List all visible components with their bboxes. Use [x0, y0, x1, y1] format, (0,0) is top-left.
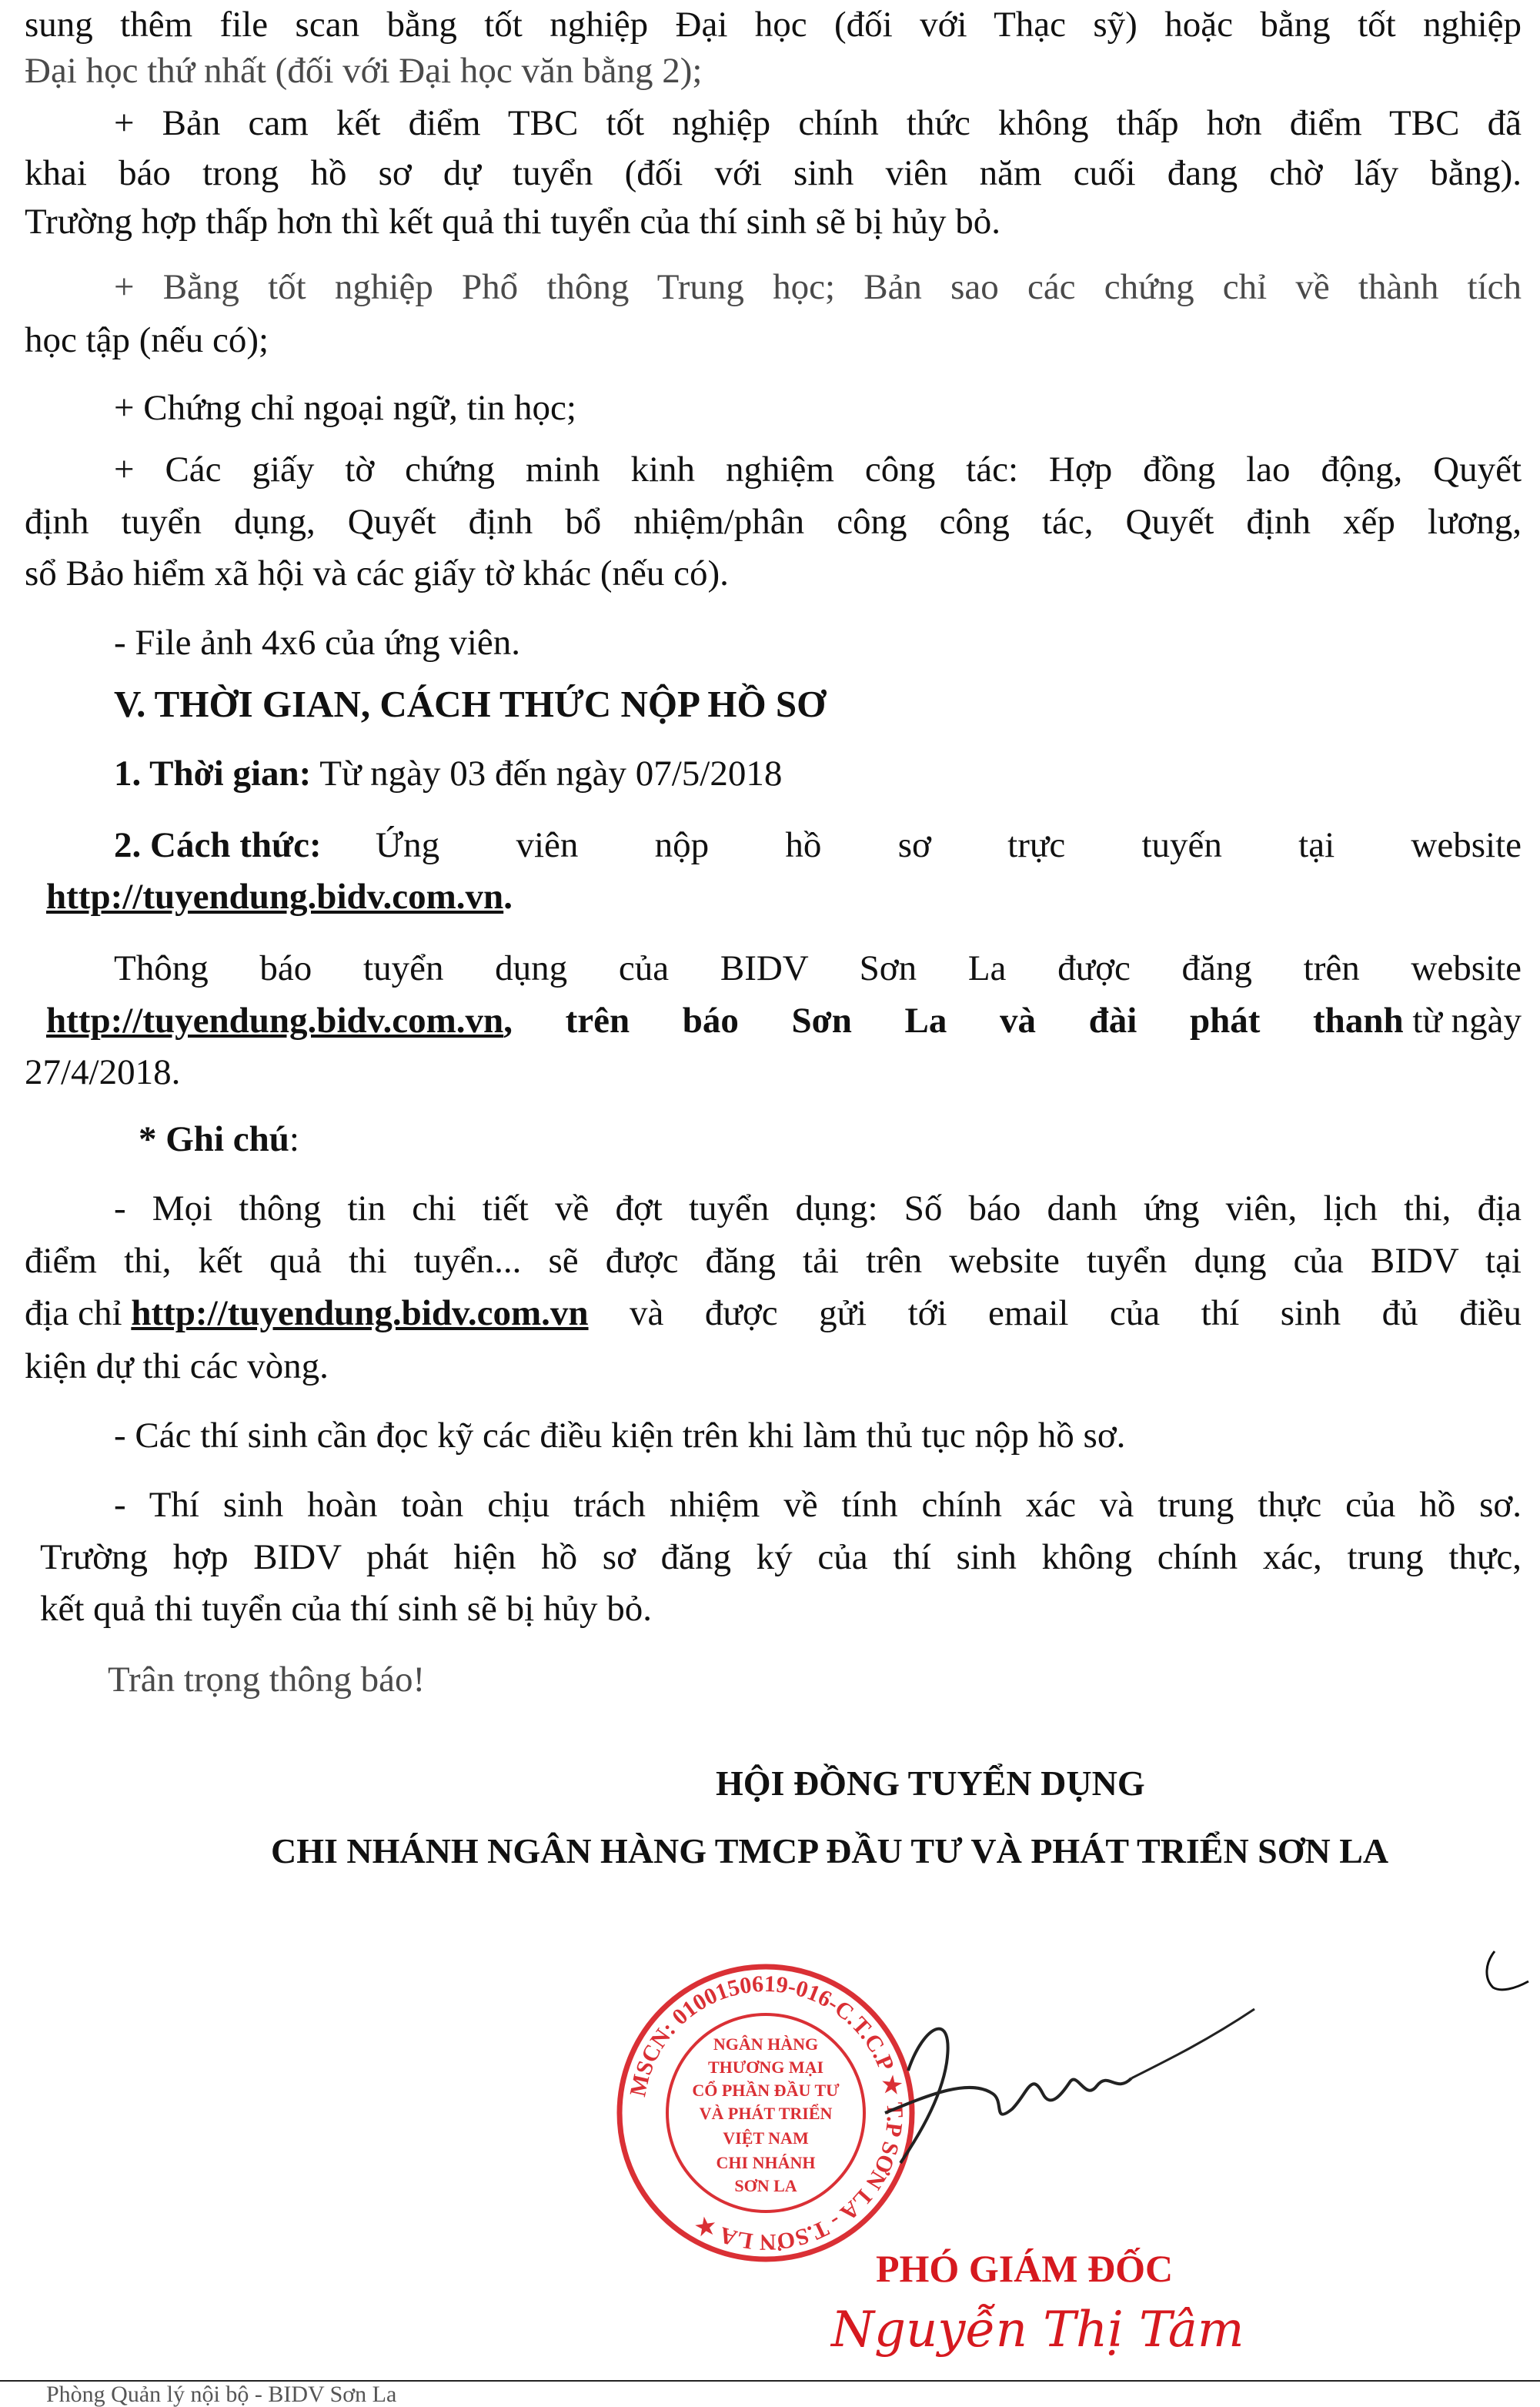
- paragraph-line: + Bản cam kết điểm TBC tốt nghiệp chính thức không thấp hơn điểm TBC đã: [114, 103, 1522, 143]
- note-line: kết quả thi tuyển của thí sinh sẽ bị hủy bỏ.: [40, 1589, 652, 1629]
- website-link[interactable]: http://tuyendung.bidv.com.vn: [46, 1001, 504, 1041]
- note-line: Trường hợp BIDV phát hiện hồ sơ đăng ký của thí sinh không chính xác, trung thực,: [40, 1537, 1522, 1577]
- announce-line-2: [46, 998, 1522, 1044]
- note-line: - Mọi thông tin chi tiết về đợt tuyển dụng: Số báo danh ứng viên, lịch thi, địa: [114, 1188, 1522, 1229]
- note-line-3: địa chỉ http://tuyendung.bidv.com.vn và được gửi tới email của thí sinh đủ điều: [25, 1290, 1522, 1336]
- note-line: - Các thí sinh cần đọc kỹ các điều kiện trên khi làm thủ tục nộp hồ sơ.: [114, 1416, 1126, 1456]
- paragraph-line: học tập (nếu có);: [25, 320, 269, 360]
- branch-title: CHI NHÁNH NGÂN HÀNG TMCP ĐẦU TƯ VÀ PHÁT TRIỂN SƠN LA: [271, 1831, 1389, 1870]
- paragraph-line: + Bằng tốt nghiệp Phổ thông Trung học; Bản sao các chứng chỉ về thành tích: [114, 267, 1522, 307]
- time-label: 1. Thời gian:: [114, 754, 312, 794]
- paragraph-line: Trường hợp thấp hơn thì kết quả thi tuyển của thí sinh sẽ bị hủy bỏ.: [25, 202, 1000, 242]
- announce-line: Thông báo tuyển dụng của BIDV Sơn La được đăng trên website: [114, 948, 1522, 988]
- signer-name: Nguyễn Thị Tâm: [831, 2302, 1244, 2359]
- website-link[interactable]: http://tuyendung.bidv.com.vn: [46, 877, 504, 917]
- svg-text:CHI NHÁNH: CHI NHÁNH: [716, 2153, 816, 2172]
- handwritten-mark-icon: [1478, 1947, 1532, 1994]
- section-heading: V. THỜI GIAN, CÁCH THỨC NỘP HỒ SƠ: [114, 683, 827, 725]
- handwritten-signature: [839, 1978, 1270, 2178]
- svg-text:VIỆT NAM: VIỆT NAM: [723, 2128, 809, 2148]
- method-text: Ứng viên nộp hồ sơ trực tuyến tại website: [375, 825, 1522, 865]
- signer-role: PHÓ GIÁM ĐỐC: [876, 2247, 1174, 2290]
- note-line: kiện dự thi các vòng.: [25, 1346, 329, 1386]
- closing-text: Trân trọng thông báo!: [108, 1660, 426, 1700]
- time-line: [114, 751, 782, 797]
- note-line: - Thí sinh hoàn toàn chịu trách nhiệm về tính chính xác và trung thực của hồ sơ.: [114, 1485, 1522, 1525]
- note-label: * Ghi chú: [139, 1119, 289, 1159]
- svg-text:CỔ PHẦN ĐẦU TƯ: CỔ PHẦN ĐẦU TƯ: [692, 2081, 840, 2100]
- svg-text:VÀ PHÁT TRIỂN: VÀ PHÁT TRIỂN: [699, 2104, 833, 2123]
- announce-date: 27/4/2018.: [25, 1052, 181, 1092]
- announce-after: từ ngày: [1403, 1001, 1522, 1041]
- paragraph-line: + Chứng chỉ ngoại ngữ, tin học;: [114, 388, 576, 428]
- svg-text:NGÂN HÀNG: NGÂN HÀNG: [713, 2034, 819, 2054]
- svg-text:SƠN LA: SƠN LA: [734, 2176, 797, 2195]
- paragraph-line: + Các giấy tờ chứng minh kinh nghiệm công tác: Hợp đồng lao động, Quyết: [114, 450, 1522, 490]
- paragraph-line: - File ảnh 4x6 của ứng viên.: [114, 623, 520, 663]
- svg-text:THƯƠNG MẠI: THƯƠNG MẠI: [707, 2058, 824, 2077]
- note-line: điểm thi, kết quả thi tuyển... sẽ được đăng tải trên website tuyển dụng của BIDV tại: [25, 1241, 1522, 1281]
- website-line: http://tuyendung.bidv.com.vn.: [46, 877, 513, 917]
- note-heading: * Ghi chú:: [139, 1119, 299, 1159]
- method-line: [114, 822, 1522, 868]
- time-text: Từ ngày 03 đến ngày 07/5/2018: [311, 754, 783, 794]
- council-title: HỘI ĐỒNG TUYỂN DỤNG: [716, 1763, 1145, 1803]
- paragraph-line: khai báo trong hồ sơ dự tuyển (đối với sinh viên năm cuối đang chờ lấy bằng).: [25, 153, 1522, 193]
- signature-icon: [839, 1978, 1270, 2178]
- paragraph-line: định tuyển dụng, Quyết định bổ nhiệm/phân công công tác, Quyết định xếp lương,: [25, 502, 1522, 542]
- method-label: 2. Cách thức:: [114, 825, 322, 865]
- svg-text:MSCN: 0100150619-016-C.T.C.P ★: MSCN: 0100150619-016-C.T.C.P ★ T.P SƠN LA - T.SƠN LA ★: [625, 1971, 908, 2255]
- paragraph-line: sổ Bảo hiểm xã hội và các giấy tờ khác (nếu có).: [25, 553, 729, 593]
- website-link[interactable]: http://tuyendung.bidv.com.vn: [131, 1293, 589, 1333]
- footer-text: Phòng Quản lý nội bộ - BIDV Sơn La: [46, 2382, 397, 2407]
- paragraph-line: sung thêm file scan bằng tốt nghiệp Đại học (đối với Thạc sỹ) hoặc bằng tốt nghiệp: [25, 5, 1522, 45]
- announce-bold: , trên báo Sơn La và đài phát thanh: [503, 1001, 1404, 1041]
- paragraph-line: Đại học thứ nhất (đối với Đại học văn bằng 2);: [25, 51, 703, 91]
